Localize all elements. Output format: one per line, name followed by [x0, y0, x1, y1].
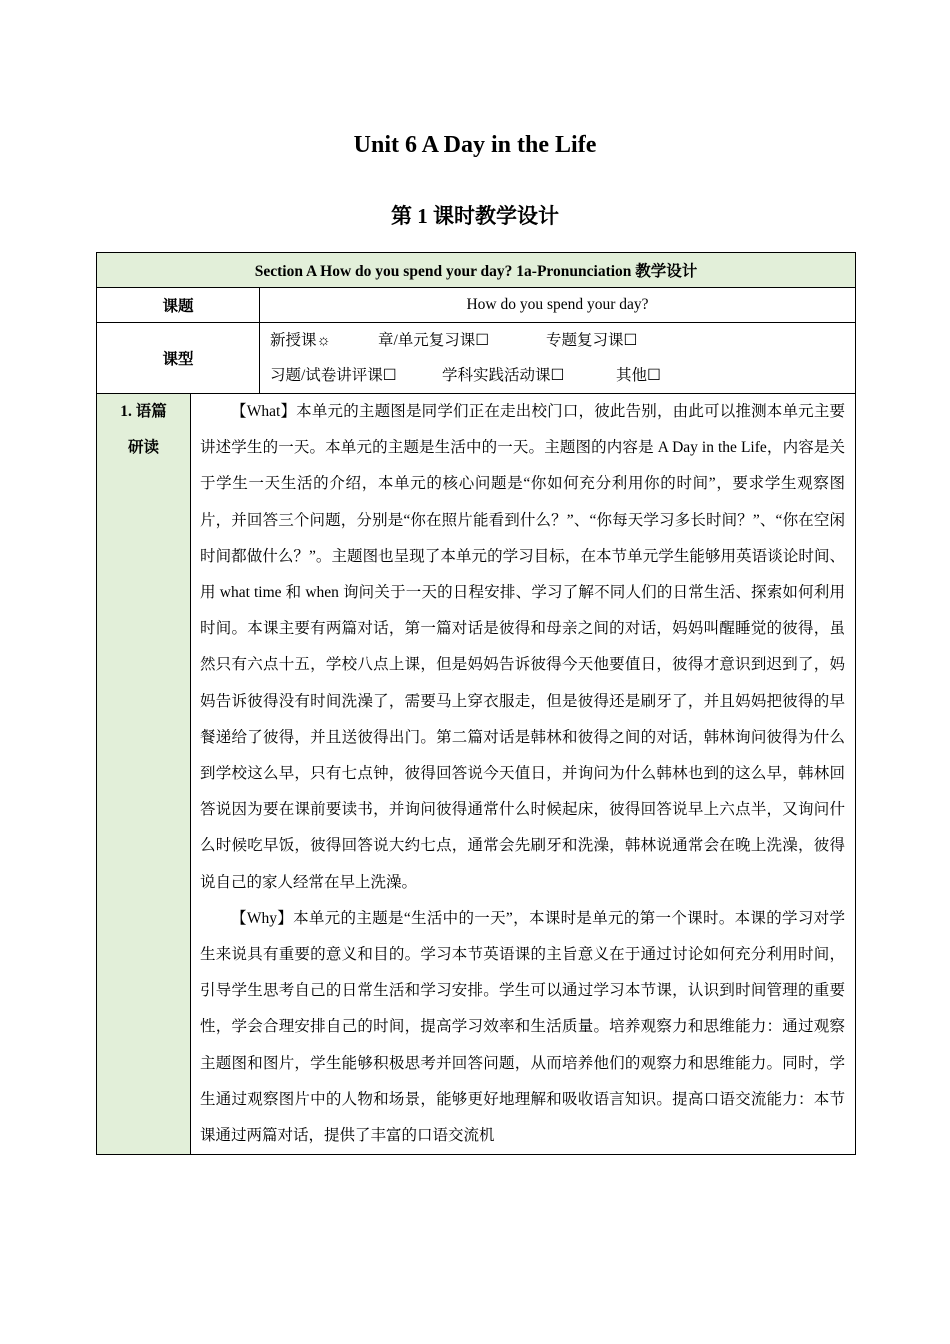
- type-label: 课型: [97, 323, 260, 394]
- type-option: 学科实践活动课☐: [442, 367, 565, 384]
- what-paragraph: 【What】本单元的主题图是同学们正在走出校门口，彼此告别，由此可以推测本单元主要讲述学生的一天。本单元的主题是生活中的一天。主题图的内容是 A Day in the Life，内容是关于学生一天生活的介绍，本单元的核心问题是“你如何充分利用你的时间”，要求学生观察图片，并回答三个问题，分别是“你在照片能看到什么？”、“你每天学习多长时间？”、“你在空闲时间都做什么？”。主题图也呈现了本单元的学习目标，在本节单元学生能够用英语谈论时间、用 what time 和 when 询问关于一天的日程安排、学习了解不同人们的日常生活、探索如何利用时间。本课主要有两篇对话，第一篇对话是彼得和母亲之间的对话，妈妈叫醒睡觉的彼得，虽然只有六点十五，学校八点上课，但是妈妈告诉彼得今天他要值日，彼得才意识到迟到了，妈妈告诉彼得没有时间洗澡了，需要马上穿衣服走，但是彼得还是刷牙了，并且妈妈把彼得的早餐递给了彼得，并且送彼得出门。第二篇对话是韩林和彼得之间的对话，韩林询问彼得为什么到学校这么早，只有七点钟，彼得回答说今天值日，并询问为什么韩林也到的这么早，韩林回答说因为要在课前要读书，并询问彼得通常什么时候起床，彼得回答说早上六点半，又询问什么时候吃早饭，彼得回答说大约七点，通常会先刷牙和洗澡，韩林说通常会在晚上洗澡，彼得说自己的家人经常在早上洗澡。: [200, 403, 846, 891]
- type-options: [260, 323, 856, 394]
- lesson-plan-table: [96, 252, 856, 1155]
- section-label-line: 研读: [127, 439, 159, 456]
- type-option: 新授课☼: [270, 332, 331, 349]
- type-option: 专题复习课☐: [546, 332, 638, 349]
- type-option: 习题/试卷讲评课☐: [270, 367, 397, 384]
- type-option: 章/单元复习课☐: [378, 332, 490, 349]
- table-header: Section A How do you spend your day? 1a-Pronunciation 教学设计: [97, 253, 856, 288]
- section-label: [97, 394, 191, 1155]
- type-options-row: [270, 358, 855, 393]
- type-option: 其他☐: [616, 367, 661, 384]
- section-body: [191, 394, 856, 1155]
- document-title: Unit 6 A Day in the Life: [353, 132, 597, 158]
- why-paragraph: 【Why】本单元的主题是“生活中的一天”，本课时是单元的第一个课时。本课的学习对学生来说具有重要的意义和目的。学习本节英语课的主旨意义在于通过讨论如何充分利用时间，引导学生思考自己的日常生活和学习安排。学生可以通过学习本节课，认识到时间管理的重要性，学会合理安排自己的时间，提高学习效率和生活质量。培养观察力和思维能力：通过观察主题图和图片，学生能够积极思考并回答问题，从而培养他们的观察力和思维能力。同时，学生通过观察图片中的人物和场景，能够更好地理解和吸收语言知识。提高口语交流能力：本节课通过两篇对话，提供了丰富的口语交流机: [200, 909, 846, 1145]
- type-options-row: [270, 323, 855, 358]
- lesson-subtitle: 第 1 课时教学设计: [391, 204, 559, 228]
- topic-value: How do you spend your day?: [260, 288, 856, 323]
- section-label-line: 1. 语篇: [120, 403, 167, 420]
- topic-label: 课题: [97, 288, 260, 323]
